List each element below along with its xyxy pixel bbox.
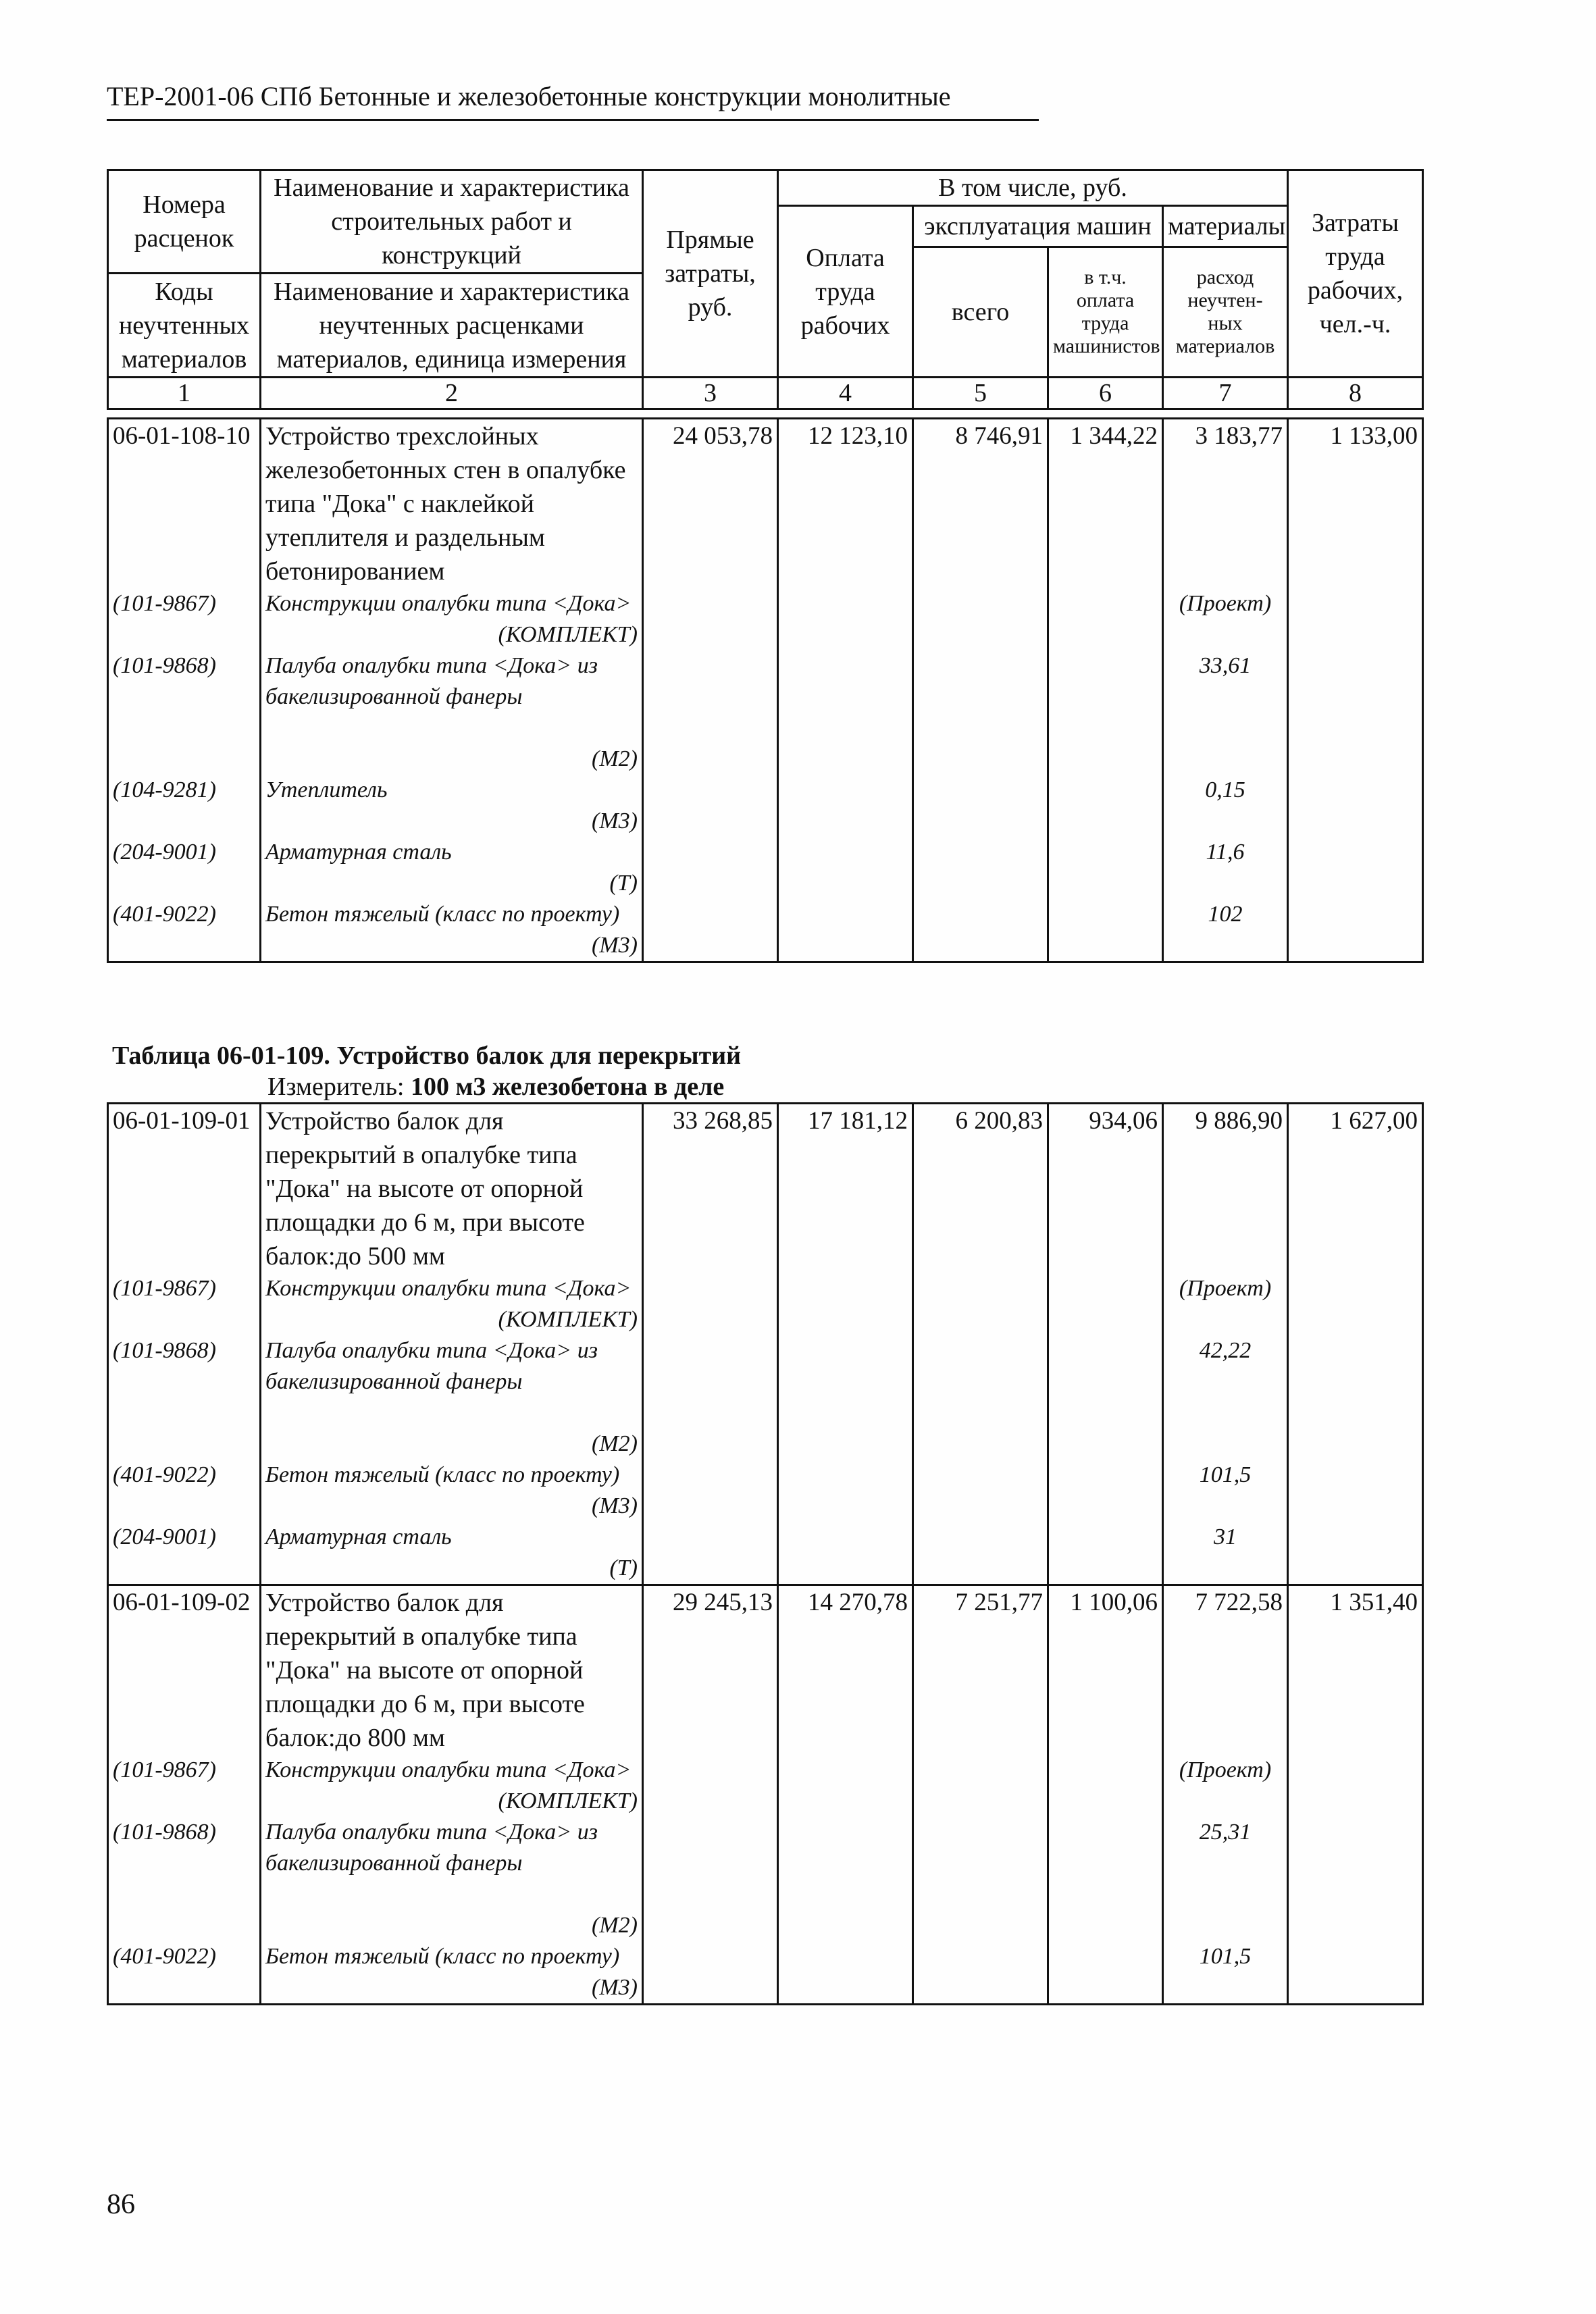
table-row <box>108 1104 1423 1274</box>
material-unit: (КОМПЛЕКТ) <box>498 1789 638 1814</box>
material-unit: (КОМПЛЕКТ) <box>498 622 638 647</box>
table-meter <box>267 1071 724 1102</box>
material-quantity: (Проект) <box>1163 1755 1288 1817</box>
material-unit: (М2) <box>592 1431 638 1456</box>
direct-costs-value: 24 053,78 <box>643 419 778 589</box>
material-unit: (М3) <box>592 1493 638 1518</box>
table-row <box>108 419 1423 589</box>
material-row <box>108 650 1423 775</box>
material-code: (101-9867) <box>108 588 261 650</box>
material-row <box>108 1522 1423 1585</box>
labor-hours-value: 1 351,40 <box>1288 1585 1423 1755</box>
rate-code: 06-01-109-01 <box>108 1104 261 1274</box>
material-name: Конструкции опалубки типа <Дока> <box>265 1276 632 1301</box>
material-unit: (М2) <box>592 746 638 771</box>
labor-hours-value: 1 627,00 <box>1288 1104 1423 1274</box>
header-worker-pay: Оплата труда рабочих <box>778 206 913 378</box>
rate-name: Устройство трехслойных железобетонных стен в опалубке типа "Дока" с наклейкой утеплителя и раздельным бетонированием <box>261 419 643 589</box>
column-number-3: 3 <box>643 378 778 409</box>
header-machines: эксплуатация машин <box>913 206 1163 247</box>
material-name: Бетон тяжелый (класс по проекту) <box>265 902 620 927</box>
material-code: (101-9868) <box>108 650 261 775</box>
material-code: (401-9022) <box>108 1941 261 2005</box>
header-machines-total: всего <box>913 247 1048 378</box>
operator-pay-value: 1 100,06 <box>1048 1585 1163 1755</box>
direct-costs-value: 33 268,85 <box>643 1104 778 1274</box>
material-code: (101-9868) <box>108 1817 261 1941</box>
header-including-group: В том числе, руб. <box>778 170 1288 206</box>
material-quantity: 101,5 <box>1163 1941 1288 2005</box>
material-name: Бетон тяжелый (класс по проекту) <box>265 1944 620 1969</box>
header-operator-pay: в т.ч. оплата труда машинистов <box>1048 247 1163 378</box>
material-code: (204-9001) <box>108 837 261 899</box>
rates-table-108 <box>107 417 1424 963</box>
material-quantity: (Проект) <box>1163 1273 1288 1335</box>
material-quantity: 102 <box>1163 899 1288 962</box>
material-quantity: 25,31 <box>1163 1817 1288 1941</box>
column-header-table <box>107 169 1424 410</box>
column-number-4: 4 <box>778 378 913 409</box>
machines-total-value: 8 746,91 <box>913 419 1048 589</box>
material-unit: (М3) <box>592 933 638 958</box>
material-quantity: 31 <box>1163 1522 1288 1585</box>
material-row <box>108 1335 1423 1460</box>
materials-value: 7 722,58 <box>1163 1585 1288 1755</box>
material-name: Палуба опалубки типа <Дока> из бакелизированной фанеры <box>265 1338 598 1394</box>
header-rate-number: Номера расценок <box>108 170 261 274</box>
operator-pay-value: 934,06 <box>1048 1104 1163 1274</box>
worker-pay-value: 12 123,10 <box>778 419 913 589</box>
header-work-name: Наименование и характеристика строительных работ и конструкций <box>261 170 643 274</box>
material-code: (101-9868) <box>108 1335 261 1460</box>
material-row <box>108 1460 1423 1522</box>
header-materials: материалы <box>1163 206 1288 247</box>
material-name: Конструкции опалубки типа <Дока> <box>265 1757 632 1782</box>
column-number-2: 2 <box>261 378 643 409</box>
material-code: (204-9001) <box>108 1522 261 1585</box>
header-material-codes: Коды неучтенных материалов <box>108 274 261 378</box>
material-name: Арматурная сталь <box>265 1524 452 1549</box>
labor-hours-value: 1 133,00 <box>1288 419 1423 589</box>
material-unit: (Т) <box>609 1555 638 1580</box>
material-code: (401-9022) <box>108 1460 261 1522</box>
material-row <box>108 1817 1423 1941</box>
material-unit: (М2) <box>592 1913 638 1938</box>
table-row <box>108 1585 1423 1755</box>
rate-name: Устройство балок для перекрытий в опалубке типа "Дока" на высоте от опорной площадки до 6 м, при высоте балок:до 800 мм <box>261 1585 643 1755</box>
material-quantity: 11,6 <box>1163 837 1288 899</box>
machines-total-value: 7 251,77 <box>913 1585 1048 1755</box>
page-number: 86 <box>107 2189 135 2220</box>
document-header: ТЕР-2001-06 СПб Бетонные и железобетонные конструкции монолитные <box>107 80 1039 121</box>
operator-pay-value: 1 344,22 <box>1048 419 1163 589</box>
material-row <box>108 1755 1423 1817</box>
material-row <box>108 588 1423 650</box>
material-unit: (М3) <box>592 1975 638 2000</box>
rate-code: 06-01-109-02 <box>108 1585 261 1755</box>
material-row <box>108 1941 1423 2005</box>
column-number-1: 1 <box>108 378 261 409</box>
materials-value: 9 886,90 <box>1163 1104 1288 1274</box>
material-name: Палуба опалубки типа <Дока> из бакелизированной фанеры <box>265 1820 598 1876</box>
header-direct-costs: Прямые затраты, руб. <box>643 170 778 378</box>
header-labor-hours: Затраты труда рабочих, чел.-ч. <box>1288 170 1423 378</box>
rates-table-109 <box>107 1102 1424 2005</box>
worker-pay-value: 17 181,12 <box>778 1104 913 1274</box>
material-unit: (Т) <box>609 871 638 896</box>
materials-value: 3 183,77 <box>1163 419 1288 589</box>
material-name: Палуба опалубки типа <Дока> из бакелизированной фанеры <box>265 653 598 709</box>
material-name: Арматурная сталь <box>265 840 452 865</box>
header-unaccounted-materials: расход неучтен- ных материалов <box>1163 247 1288 378</box>
material-code: (101-9867) <box>108 1755 261 1817</box>
material-code: (101-9867) <box>108 1273 261 1335</box>
material-code: (401-9022) <box>108 899 261 962</box>
material-quantity: 0,15 <box>1163 775 1288 837</box>
worker-pay-value: 14 270,78 <box>778 1585 913 1755</box>
column-number-7: 7 <box>1163 378 1288 409</box>
material-quantity: (Проект) <box>1163 588 1288 650</box>
meter-value: 100 м3 железобетона в деле <box>411 1073 725 1101</box>
rate-name: Устройство балок для перекрытий в опалубке типа "Дока" на высоте от опорной площадки до 6 м, при высоте балок:до 500 мм <box>261 1104 643 1274</box>
material-quantity: 42,22 <box>1163 1335 1288 1460</box>
column-number-5: 5 <box>913 378 1048 409</box>
material-name: Бетон тяжелый (класс по проекту) <box>265 1462 620 1487</box>
material-code: (104-9281) <box>108 775 261 837</box>
material-row <box>108 775 1423 837</box>
material-unit: (КОМПЛЕКТ) <box>498 1307 638 1332</box>
material-quantity: 101,5 <box>1163 1460 1288 1522</box>
material-quantity: 33,61 <box>1163 650 1288 775</box>
material-row <box>108 899 1423 962</box>
column-number-6: 6 <box>1048 378 1163 409</box>
material-name: Утеплитель <box>265 777 388 802</box>
header-material-names: Наименование и характеристика неучтенных расценками материалов, единица измерения <box>261 274 643 378</box>
material-name: Конструкции опалубки типа <Дока> <box>265 591 632 616</box>
machines-total-value: 6 200,83 <box>913 1104 1048 1274</box>
table-title: Таблица 06-01-109. Устройство балок для перекрытий <box>112 1042 742 1070</box>
material-row <box>108 1273 1423 1335</box>
rate-code: 06-01-108-10 <box>108 419 261 589</box>
column-number-8: 8 <box>1288 378 1423 409</box>
material-row <box>108 837 1423 899</box>
direct-costs-value: 29 245,13 <box>643 1585 778 1755</box>
material-unit: (М3) <box>592 808 638 833</box>
meter-label: Измеритель: <box>267 1073 411 1101</box>
